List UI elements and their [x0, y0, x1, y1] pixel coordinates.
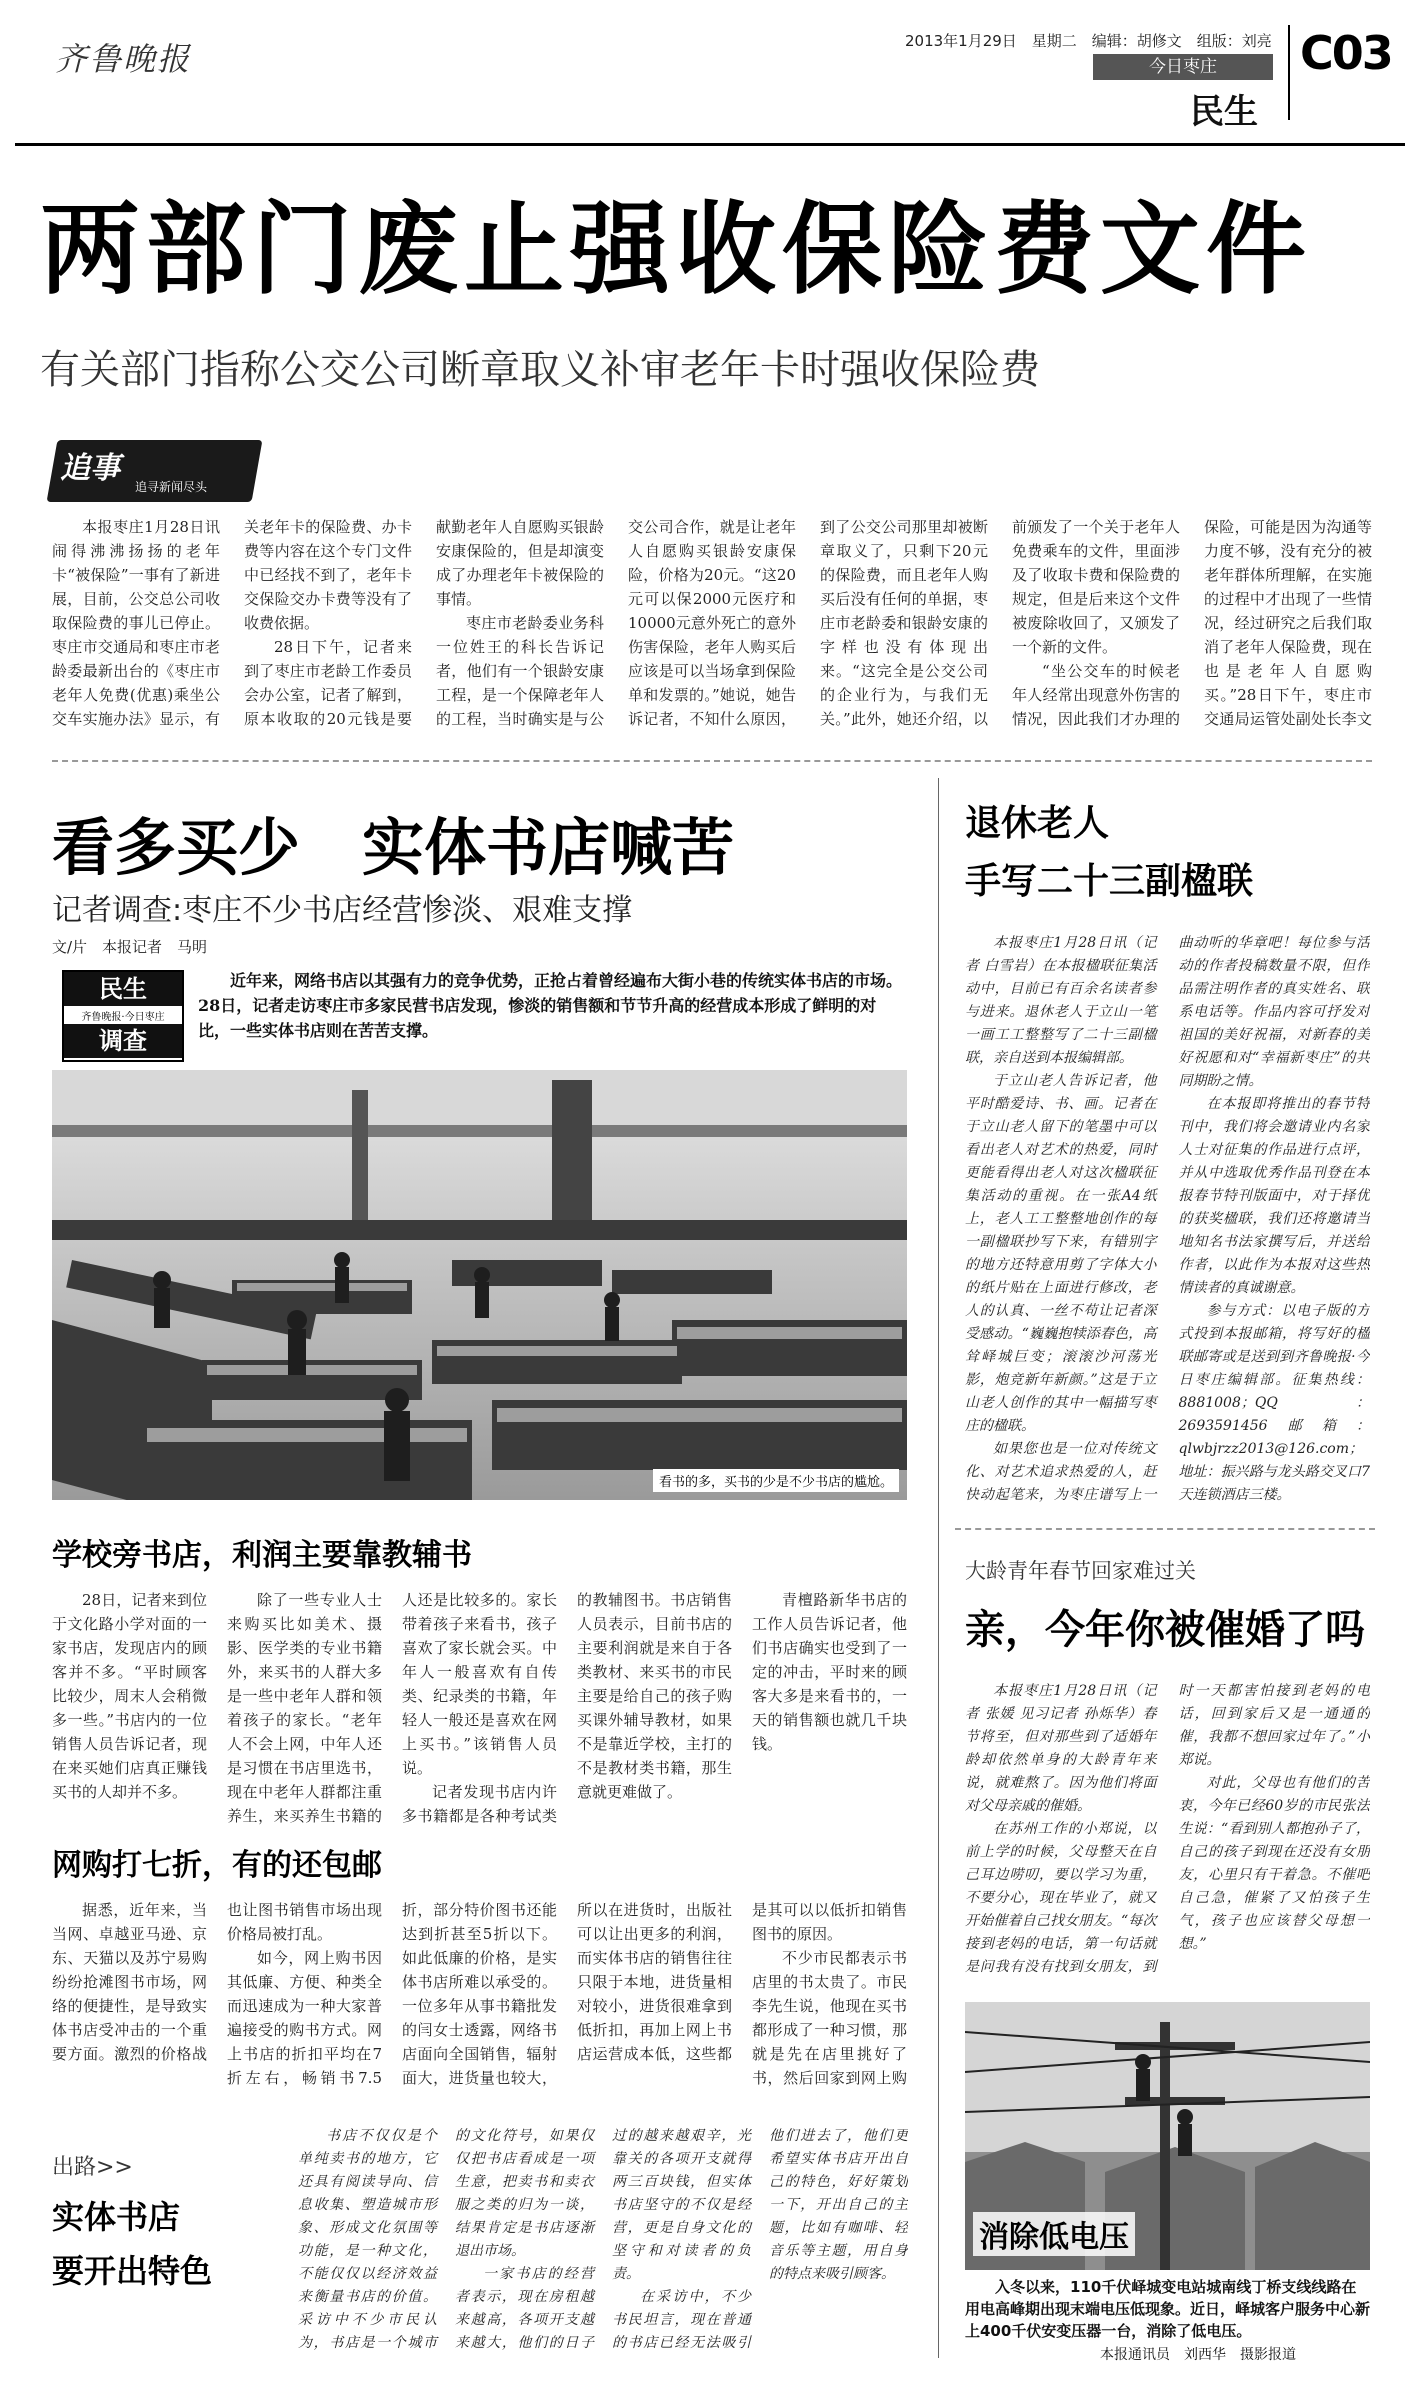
bookstore-intro: 近年来，网络书店以其强有力的竞争优势，正抢占着曾经遍布大街小巷的传统实体书店的市场。28日，记者走访枣庄市多家民营书店发现，惨淡的销售额和节节升高的经营成本形成了鲜明的对比，一些实体书店则在苦苦支撑。: [198, 971, 903, 1040]
section3-title-2: 要开出特色: [52, 2252, 213, 2290]
couplets-divider: [955, 1528, 1375, 1530]
section-tag: 今日枣庄: [1093, 54, 1273, 80]
marriage-kicker: 大龄青年春节回家难过关: [965, 1559, 1196, 1583]
power-overlay-title: 消除低电压: [973, 2212, 1135, 2256]
section1-paragraph: 记者发现书店内许多书籍都是各种考试类的教辅图书。书店销售人员表示，目前书店的主要利润就是来自于各类教材、来买书的市民主要是给自己的孩子购买课外辅导教材，如果不是靠近学校，主打的不是教材类书籍，那生意就更难做了。: [402, 1591, 732, 1825]
lead-paragraph: 枣庄市老龄委业务科一位姓王的科长告诉记者，他们有一个银龄安康工程，是一个保障老年人的工程，当时确实是与公交公司合作，就是让老年人自愿购买银龄安康保险，价格为20元。“这20元可以保2000元医疗和10000元意外死亡的意外伤害保险，老年人购买后应该是可以当场拿到保险单和发票的。”她说，她告诉记者，不知什么原因，到了公交公司那里却被断章取义了，只剩下20元的保险费，而且老年人购买后没有任何的单据，枣庄市老龄委和银龄安康的字样也没有体现出来。“这完全是公交公司的企业行为，与我们无关。”此外，她还介绍，以前颁发了一个关于老年人免费乘车的文件，里面涉及了收取卡费和保险费的规定，但是后来这个文件被废除收回了，又颁发了一个新的文件。: [436, 518, 1180, 728]
couplets-headline-2: 手写二十三副楹联: [965, 861, 1254, 902]
couplets-paragraph: 在本报即将推出的春节特刊中，我们将会邀请业内名家人士对征集的作品进行点评，并从中选取优秀作品刊登在本报春节特刊版面中，对于择优的获奖楹联，我们还将邀请当地知名书法家撰写后，并送给作者，以此作为本报对这些热情读者的真诚谢意。: [1178, 1096, 1370, 1296]
bookstore-byline: 文/片 本报记者 马明: [52, 938, 208, 956]
section2-body: [52, 1898, 907, 2113]
section1-title: 学校旁书店，利润主要靠教辅书: [52, 1538, 472, 1573]
marriage-paragraph: 本报枣庄1月28日讯（记者 张媛 见习记者 孙烁华）春节将至，但对那些到了适婚年龄却依然单身的大龄青年来说，就难熬了。因为他们将面对父母亲戚的催婚。: [965, 1683, 1157, 1814]
bookstore-subhead: 记者调查:枣庄不少书店经营惨淡、艰难支撑: [52, 893, 633, 928]
section2-title: 网购打七折，有的还包邮: [52, 1848, 382, 1883]
date-line: 2013年1月29日 星期二 编辑：胡修文 组版：刘亮: [905, 32, 1272, 50]
header-rule: [15, 143, 1405, 146]
column-divider: [938, 778, 939, 2358]
masthead: 齐鲁晚报: [55, 40, 192, 78]
power-caption: 入冬以来，110千伏峄城变电站城南线丁桥支线线路在用电高峰期出现末端电压低现象。近日，峄城客户服务中心新上400千伏安变压器一台，消除了低电压。: [965, 2278, 1371, 2340]
bookstore-photo: [52, 1070, 907, 1500]
section1-paragraph: 青檀路新华书店的工作人员告诉记者，他们书店确实也受到了一定的冲击，平时来的顾客大多是来看书的，一天的销售额也就几千块钱。: [752, 1591, 907, 1753]
page-divider: [1288, 25, 1290, 120]
section1-paragraph: 28日，记者来到位于文化路小学对面的一家书店，发现店内的顾客并不多。“平时顾客比较少，周末人会稍微多一些。”书店内的一位销售人员告诉记者，现在来买她们店真正赚钱买书的人却并不多。: [52, 1591, 207, 1801]
page-code: C03: [1300, 26, 1392, 80]
couplets-paragraph: 本报枣庄1月28日讯（记者 白雪岩）在本报楹联征集活动中，目前已有百余名读者参与进来。退休老人于立山一笔一画工工整整写了二十三副楹联，亲自送到本报编辑部。: [965, 935, 1157, 1066]
lead-divider: [52, 760, 1372, 762]
marriage-body: [965, 1680, 1370, 1985]
couplets-headline-1: 退休老人: [965, 803, 1110, 844]
lead-body: [52, 515, 1372, 750]
power-photo: [965, 2002, 1370, 2270]
couplets-paragraph: 于立山老人告诉记者，他平时酷爱诗、书、画。记者在于立山老人留下的笔墨中可以看出老人对艺术的热爱，同时更能看得出老人对这次楹联征集活动的重视。在一张A4纸上，老人工工整整地创作的每一副楹联抄写下来，有错别字的地方还特意用剪了字体大小的纸片贴在上面进行修改，老人的认真、一丝不苟让记者深受感动。“巍巍抱犊添春色，高耸峄城巨变；滚滚沙河荡光影，炮竞新年新颜。”这是于立山老人创作的其中一幅描写枣庄的楹联。: [965, 1073, 1157, 1434]
survey-badge-mid: 齐鲁晚报·今日枣庄: [81, 1012, 165, 1023]
lead-paragraph: 本报枣庄1月28日讯 闹得沸沸扬扬的老年卡“被保险”一事有了新进展，目前，公交总公司收取保险费的事儿已停止。枣庄市交通局和枣庄市老龄委最新出台的《枣庄市老年人免费(优惠)乘坐公交车实施办法》显示，有关老年卡的保险费、办卡费等内容在这个专门文件中已经找不到了，老年卡交保险交办卡费等没有了收费依据。: [52, 518, 412, 728]
power-credit: 本报通讯员 刘西华 摄影报道: [1100, 2347, 1296, 2363]
section3-label: 出路>>: [52, 2155, 133, 2180]
photo-caption: 看书的多，买书的少是不少书店的尴尬。: [653, 1469, 899, 1492]
marriage-paragraph: 在苏州工作的小郑说，以前上学的时候，父母整天在自己耳边唠叨，要以学习为重，不要分心，现在毕业了，就又开始催着自己找女朋友。“每次接到老妈的电话，第一句话就是问我有没有找到女朋友，到时一天都害怕接到老妈的电话，回到家后又是一通通的催，我都不想回家过年了。”小郑说。: [965, 1683, 1370, 1975]
couplets-paragraph: 如果您也是一位对传统文化、对艺术追求热爱的人，赶快动起笔来，为枣庄谱写上一曲动听的华章吧！每位参与活动的作者投稿数量不限，但作品需注明作者的真实姓名、联系电话等。作品内容可抒发对祖国的美好祝福，对新春的美好祝愿和对“幸福新枣庄”的共同期盼之情。: [965, 935, 1370, 1503]
marriage-headline: 亲，今年你被催婚了吗: [965, 1607, 1365, 1653]
section-name: 民生: [1190, 92, 1258, 132]
section3-paragraph: 在采访中，不少书民坦言，现在普通的书店已经无法吸引他们进去了，他们更希望实体书店开出自己的特色，好好策划一下，开出自己的主题，比如有咖啡、轻音乐等主题，用自身的特点来吸引顾客。: [612, 2128, 908, 2351]
section3-paragraph: 书店不仅仅是个单纯卖书的地方，它还具有阅读导向、信息收集、塑造城市形象、形成文化氛围等功能，是一种文化，不能仅仅以经济效益来衡量书店的价值。采访中不少市民认为，书店是一个城市的文化符号，如果仅仅把书店看成是一项生意，把卖书和卖衣服之类的归为一谈，结果肯定是书店逐渐退出市场。: [298, 2128, 594, 2351]
bookstore-photo-image: [52, 1070, 907, 1500]
section3-paragraph: 一家书店的经营者表示，现在房租越来越高，各项开支越来越大，他们的日子过的越来越艰辛，光靠关的各项开支就得两三百块钱，但实体书店坚守的不仅是经营，更是自身文化的坚守和对读者的负责。: [455, 2128, 751, 2351]
section3-title-1: 实体书店: [52, 2198, 181, 2236]
column-logo-title: 追事: [60, 451, 120, 486]
section2-paragraph: 如今，网上购书因其低廉、方便、种类全而迅速成为一种大家普遍接受的购书方式。网上书店的折扣平均在7折左右，畅销书7.5折，部分特价图书还能达到折甚至5折以下。如此低廉的价格，是实体书店所难以承受的。一位多年从事书籍批发的闫女士透露，网络书店面向全国销售，辐射面大，进货量也较大，所以在进货时，出版社可以让出更多的利润，而实体书店的销售往往只限于本地，进货量相对较小，进货很难拿到低折扣，再加上网上书店运营成本低，这些都是其可以以低折扣销售图书的原因。: [227, 1901, 907, 2087]
couplets-paragraph: 参与方式：以电子版的方式投到本报邮箱，将写好的楹联邮寄或是送到到齐鲁晚报·今日枣庄编辑部。征集热线：8881008；QQ：2693591456邮箱：qlwbjrzz2013@126.com；地址：振兴路与龙头路交叉口7天连锁酒店三楼。: [1178, 1303, 1370, 1503]
survey-badge: [62, 970, 184, 1062]
section3-body: [298, 2125, 908, 2360]
section1-body: [52, 1588, 907, 1828]
survey-badge-top: 民生: [64, 972, 182, 1006]
section2-paragraph: 不少市民都表示书店里的书太贵了。市民李先生说，他现在买书都形成了一种习惯，那就是先在店里挑好了书，然后回家到网上购: [752, 1949, 907, 2087]
section1-paragraph: 除了一些专业人士来购买比如美术、摄影、医学类的专业书籍外，来买书的人群大多是一些中老年人群和领着孩子的家长。“老年人不会上网，中年人还是习惯在书店里选书，现在中老年人群都注重养生，来买养生书籍的人还是比较多的。家长带着孩子来看书，孩子喜欢了家长就会买。中年人一般喜欢有自传类、纪录类的书籍，年轻人一般还是喜欢在网上买书。”该销售人员说。: [227, 1591, 557, 1825]
lead-paragraph: “坐公交车的时候老年人经常出现意外伤害的情况，因此我们才办理的保险，可能是因为沟通等力度不够，没有充分的被老年群体所理解，在实施的过程中才出现了一些情况，经过研究之后我们取消了老年人保险费，现在也是老年人自愿购买。”28日下午，枣庄市交通局运管处副处长李文: [1012, 518, 1372, 728]
survey-badge-bottom: 调查: [64, 1024, 182, 1058]
section2-paragraph: 据悉，近年来，当当网、卓越亚马逊、京东、天猫以及苏宁易购纷纷抢滩图书市场，网络的便捷性，是导致实体书店受冲击的一个重要方面。激烈的价格战也让图书销售市场出现价格局被打乱。: [52, 1901, 382, 2063]
marriage-paragraph: 对此，父母也有他们的苦衷，今年已经60岁的市民张法生说：“看到别人都抱孙子了，自己的孩子到现在还没有女朋友，心里只有干着急。不催吧自己急，催紧了又怕孩子生气，孩子也应该替父母想一想。”: [1178, 1775, 1370, 1952]
column-logo-sub: 追寻新闻尽头: [135, 480, 208, 494]
lead-paragraph: 28日下午，记者来到了枣庄市老龄工作委员会办公室，记者了解到，原本收取的20元钱是要献勤老年人自愿购买银龄安康保险的，但是却演变成了办理老年卡被保险的事情。: [244, 518, 604, 728]
bookstore-headline: 看多买少 实体书店喊苦: [52, 811, 735, 884]
couplets-body: [965, 932, 1370, 1512]
lead-headline: 两部门废止强收保险费文件: [40, 191, 1312, 308]
lead-subhead: 有关部门指称公交公司断章取义补审老年卡时强收保险费: [40, 347, 1040, 393]
